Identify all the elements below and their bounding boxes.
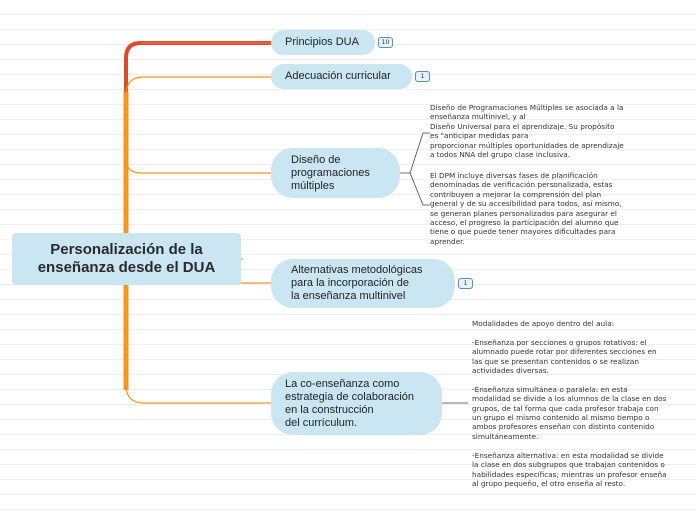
topic-adecuacion-curricular[interactable] <box>271 64 412 89</box>
topic-diseno-programaciones[interactable] <box>271 148 400 198</box>
root-topic[interactable] <box>12 233 241 285</box>
topic-label: Principios DUA <box>285 36 359 48</box>
note-modalidades-apoyo[interactable]: Modalidades de apoyo dentro del aula: -Enseñanza por secciones o grupos rotativos: el alumnado puede rotar por diferentes secciones en las que se presentan contenidos o se realizan actividades diversas. -Enseñanza simultánea o paralela: en esta modalidad se divide a los alumnos de la clase en dos grupos, de tal forma que cada profesor trabaja con un grupo el mismo contenido al mismo tiempo o ambos profesores enseñan con distinto contenido simultáneamente. -Enseñanza alternativa: en esta modalidad se divide la clase en dos subgrupos que trabajan contenidos o habilidades específicas; mientras un profesor enseña al grupo pequeño, el otro enseña al resto. <box>472 319 667 488</box>
note-dpm-definicion[interactable]: Diseño de Programaciones Múltiples se asociada a la enseñanza multinivel, y al Diseño Universal para el aprendizaje. Su propósito es "anticipar medidas para proporcionar múltiples oportunidades de aprendizaje a todos NNA del grupo clase inclusiva. <box>430 103 624 160</box>
connector-note-dpm1 <box>400 133 430 173</box>
connector-adecuacion <box>126 77 272 95</box>
topic-count-badge[interactable]: 1 <box>458 278 473 289</box>
root-title-line-2: enseñanza desde el DUA <box>37 259 216 276</box>
topic-label: La co-enseñanza como estrategia de colaboración en la construcción del currículum. <box>285 377 415 429</box>
topic-label: Alternativas metodológicas para la incorporación de la enseñanza multinivel <box>291 264 423 302</box>
connector-diseno <box>126 158 272 173</box>
connector-principios <box>126 43 272 95</box>
topic-count-badge[interactable]: 1 <box>415 71 430 82</box>
connector-note-dpm2 <box>410 173 430 205</box>
topic-co-ensenanza[interactable] <box>271 372 442 435</box>
connector-coensenanza <box>126 385 272 403</box>
topic-principios-dua[interactable] <box>271 30 375 55</box>
topic-count-badge[interactable]: 10 <box>378 37 393 48</box>
root-title-line-1: Personalización de la <box>50 241 203 258</box>
topic-alternativas-metodologicas[interactable] <box>271 259 455 308</box>
note-dpm-fases[interactable]: El DPM incluye diversas fases de planificación denominadas de verificación personalizada, estas contribuyen a mejorar la comprensión del plan general y de su accesibilidad para todos, así mismo, se generan planes personalizados para asegurar el acceso, el progreso la participación del alumno que tiene o que puede tener mayores dificultades para aprender. <box>430 171 622 246</box>
topic-label: Adecuación curricular <box>285 70 391 82</box>
topic-label: Diseño de programaciones múltiples <box>291 153 370 192</box>
